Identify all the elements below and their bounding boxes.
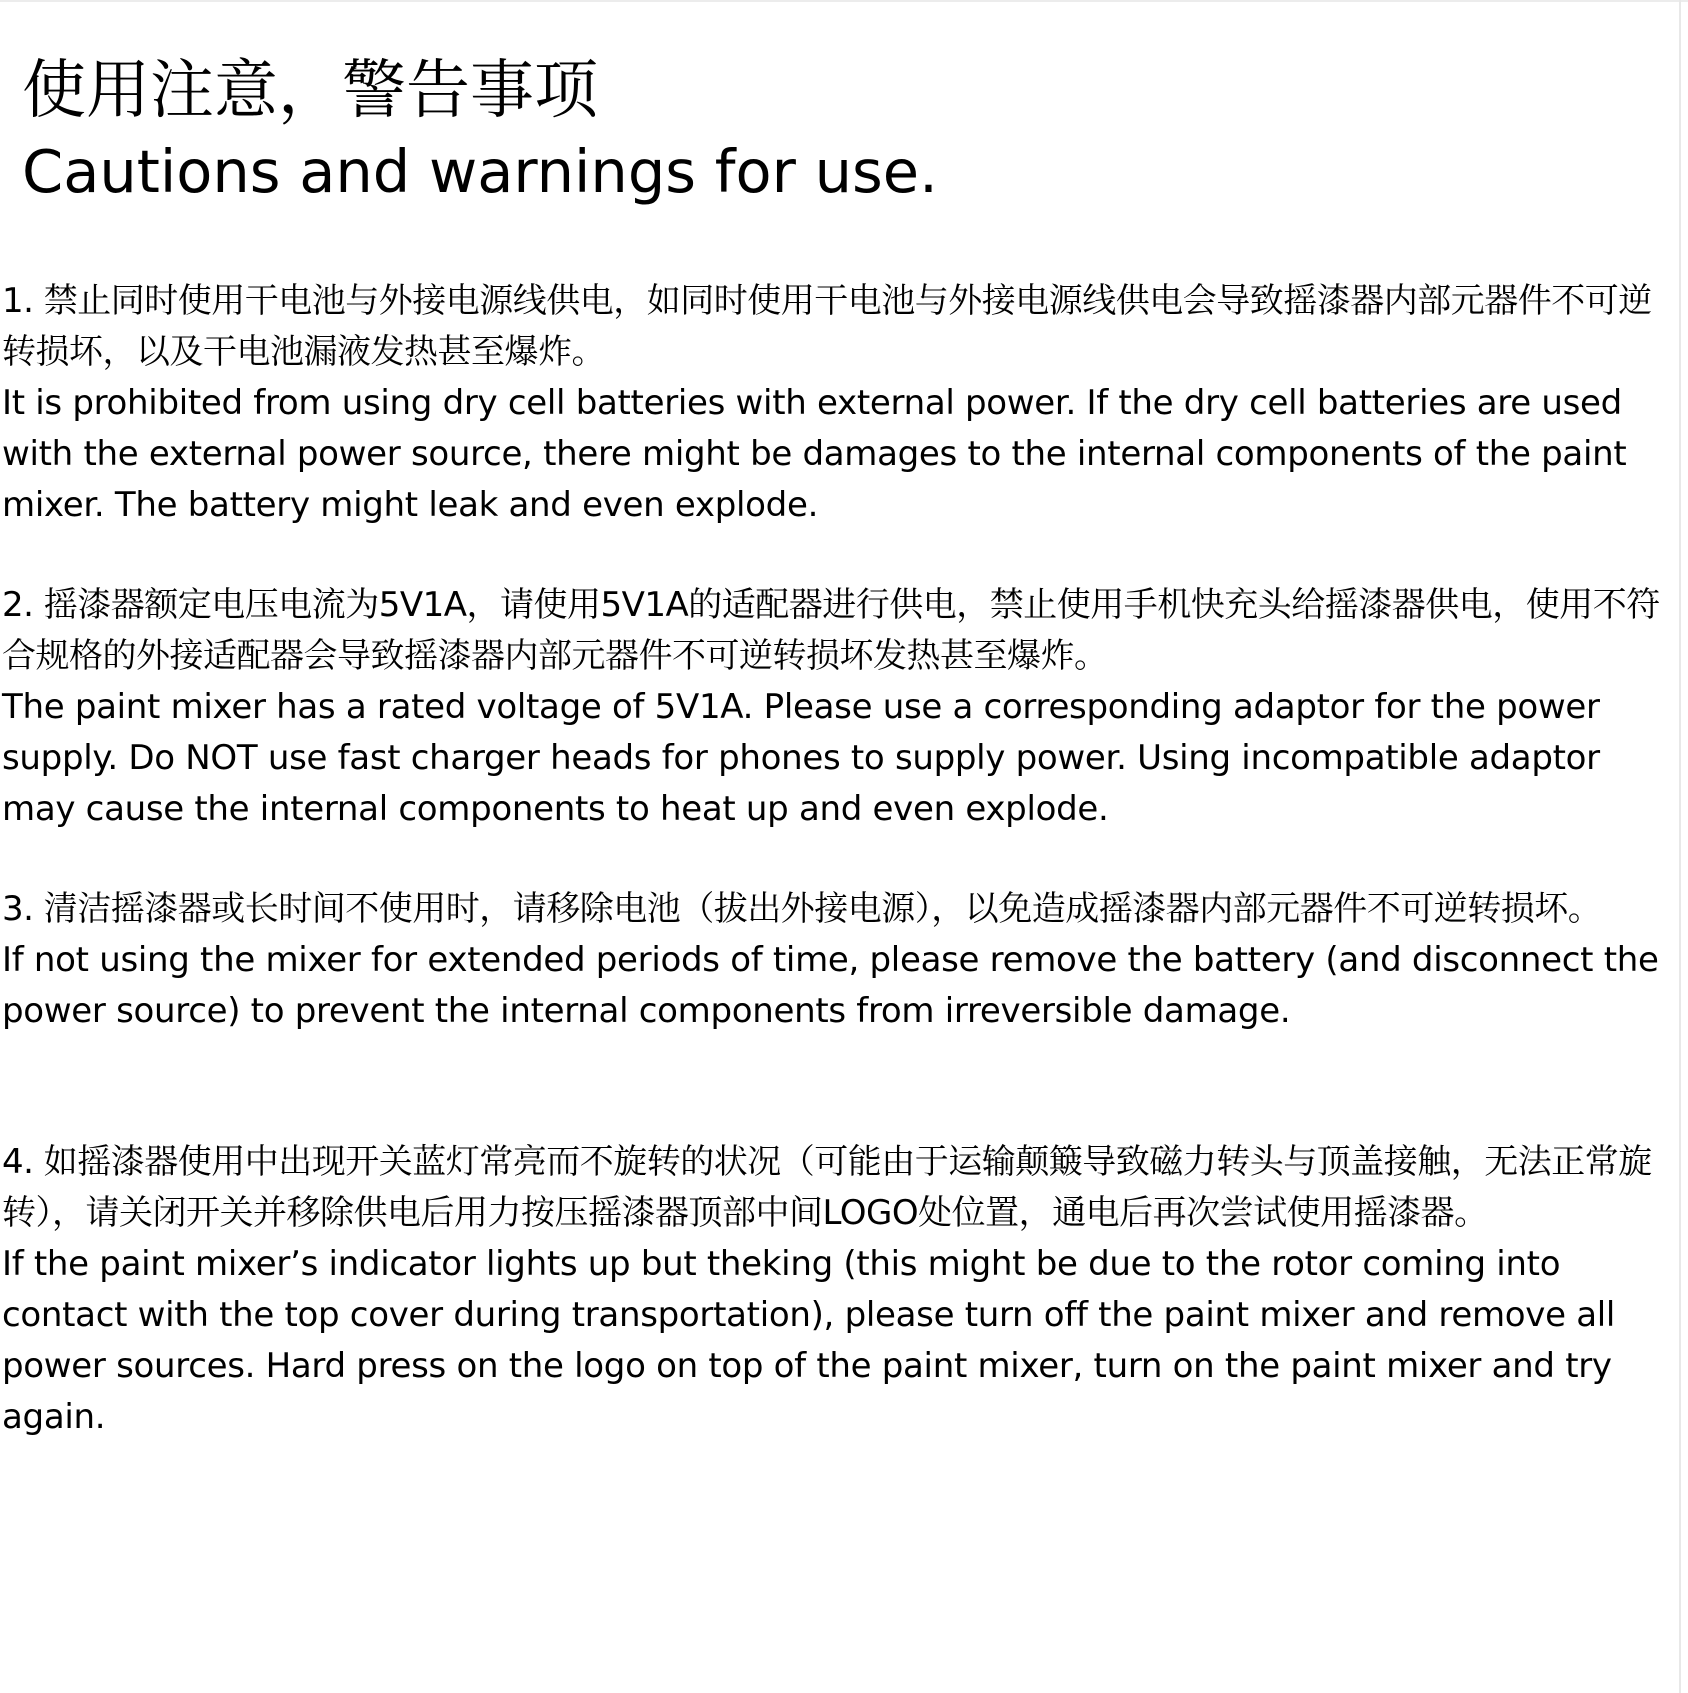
warning-item-4	[2, 1137, 1662, 1443]
page-title-chinese: 使用注意，警告事项	[22, 54, 598, 128]
warning-item-2-english: The paint mixer has a rated voltage of 5V1A. Please use a corresponding adaptor for the power supply. Do NOT use fast charger heads for phones to supply power. Using incompatible adaptor may cause the internal components to heat up and even explode.	[2, 687, 1600, 829]
warning-item-4-chinese: 4. 如摇漆器使用中出现开关蓝灯常亮而不旋转的状况（可能由于运输颠簸导致磁力转头与顶盖接触，无法正常旋转），请关闭开关并移除供电后用力按压摇漆器顶部中间LOGO处位置，通电后再次尝试使用摇漆器。	[2, 1142, 1652, 1233]
warning-item-2	[2, 580, 1662, 835]
page-top-border	[0, 0, 1688, 2]
warning-item-1	[2, 276, 1662, 531]
page-title-english: Cautions and warnings for use.	[22, 137, 938, 206]
warning-item-4-english: If the paint mixer’s indicator lights up but theking (this might be due to the rotor coming into contact with the top cover during transportation), please turn off the paint mixer and remove all power sources. Hard press on the logo on top of the paint mixer, turn on the paint mixer and try again.	[2, 1244, 1616, 1437]
warning-item-3-english: If not using the mixer for extended periods of time, please remove the battery (and disconnect the power source) to prevent the internal components from irreversible damage.	[2, 940, 1659, 1031]
warning-item-2-chinese: 2. 摇漆器额定电压电流为5V1A，请使用5V1A的适配器进行供电，禁止使用手机快充头给摇漆器供电，使用不符合规格的外接适配器会导致摇漆器内部元器件不可逆转损坏发热甚至爆炸。	[2, 585, 1660, 676]
warning-item-3-chinese: 3. 清洁摇漆器或长时间不使用时，请移除电池（拔出外接电源），以免造成摇漆器内部元器件不可逆转损坏。	[2, 889, 1602, 929]
page-right-border	[1679, 0, 1681, 1693]
warning-item-1-english: It is prohibited from using dry cell batteries with external power. If the dry cell batteries are used with the external power source, there might be damages to the internal components of the paint mixer. The battery might leak and even explode.	[2, 383, 1627, 525]
page-title	[22, 50, 1622, 212]
warning-item-3	[2, 884, 1662, 1037]
warning-item-1-chinese: 1. 禁止同时使用干电池与外接电源线供电，如同时使用干电池与外接电源线供电会导致摇漆器内部元器件不可逆转损坏，以及干电池漏液发热甚至爆炸。	[2, 281, 1652, 372]
